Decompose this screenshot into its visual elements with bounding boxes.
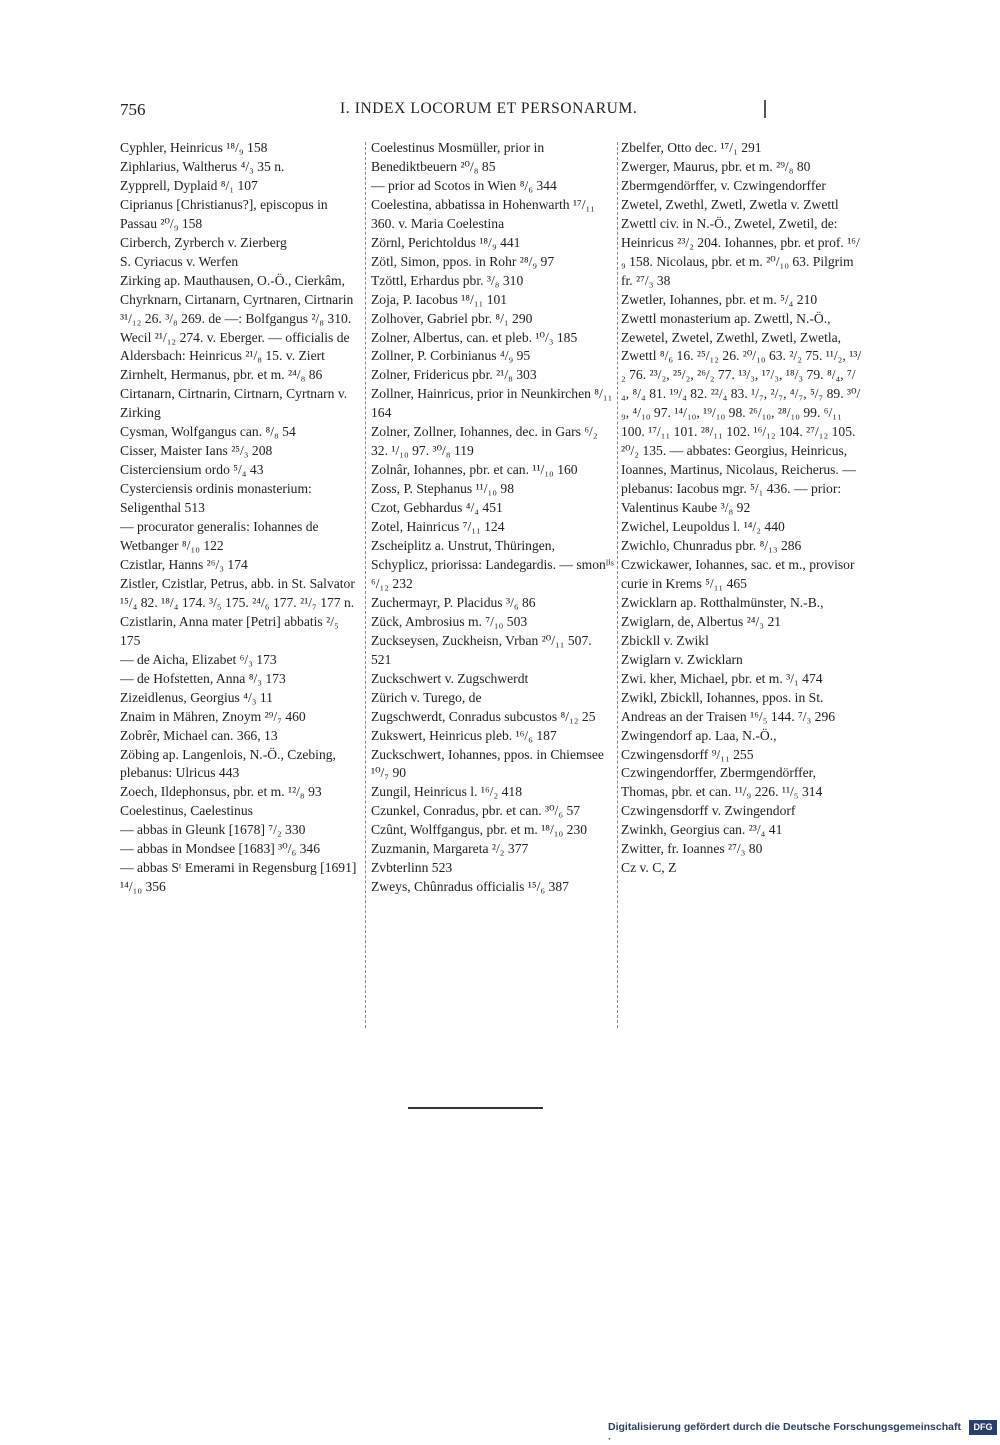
index-entry: Cyphler, Heinricus ¹⁸/₉ 158: [120, 140, 268, 155]
index-entry: Ciprianus [Christianus?], episcopus in Passau ²⁰/₉ 158: [120, 196, 328, 231]
index-entry: Zbickll v. Zwikl: [621, 632, 709, 648]
header-tick-mark: [764, 100, 766, 118]
page-title: I. INDEX LOCORUM ET PERSONARUM.: [340, 100, 638, 117]
index-entry: Zwiglarn v. Zwicklarn: [621, 651, 743, 667]
index-entry: Zuckschwert, Iohannes, ppos. in Chiemsee ¹⁰/₇ 90: [371, 746, 604, 781]
index-entry: S. Cyriacus v. Werfen: [120, 253, 239, 269]
index-entry: Cisterciensium ordo ⁵/₄ 43: [120, 462, 264, 478]
index-entry: Zötl, Simon, ppos. in Rohr ²⁸/₉ 97: [371, 253, 555, 269]
index-entry: Zypprell, Dyplaid ⁸/₁ 107: [120, 177, 258, 193]
index-entry: Zwicklarn ap. Rotthalmünster, N.-B., Zwiglarn, de, Albertus ²⁴/₃ 21: [621, 594, 824, 629]
index-entry: Zwinkh, Georgius can. ²³/₄ 41: [621, 822, 783, 838]
index-entry: Zwi. kher, Michael, pbr. et m. ³/₁ 474: [621, 670, 823, 686]
column-divider-2: [617, 142, 618, 1028]
index-entry: Zobrêr, Michael can. 366, 13: [120, 727, 278, 743]
index-entry: Coelestinus, Caelestinus: [120, 803, 253, 819]
end-of-index-rule: [408, 1107, 543, 1109]
index-entry: Zwettl civ. in N.-Ö., Zwetel, Zwetil, de: Heinricus ²³/₂ 204. Iohannes, pbr. et prof. ¹⁶/₉ 158. Nicolaus, pbr. et m. ²⁰/₁₀ 63. Pilgrim fr. ²⁷/₃ 38: [621, 215, 860, 288]
index-entry: Zizeidlenus, Georgius ⁴/₃ 11: [120, 689, 273, 705]
index-entry: Zwetel, Zwethl, Zwetl, Zwetla v. Zwettl: [621, 196, 839, 212]
index-entry: Zuzmanin, Margareta ²/₂ 377: [371, 841, 529, 857]
index-entry: Zukswert, Heinricus pleb. ¹⁶/₆ 187: [371, 727, 557, 743]
index-entry: Cz v. C, Z: [621, 860, 677, 876]
index-entry: — abbas in Gleunk [1678] ⁷/₂ 330: [120, 822, 306, 838]
index-entry: — abbas Sᵗ Emerami in Regensburg [1691] ¹⁴/₁₀ 356: [120, 860, 357, 895]
index-entry: — procurator generalis: Iohannes de Wetbanger ⁸/₁₀ 122: [120, 519, 319, 554]
index-entry: Zoech, Ildephonsus, pbr. et m. ¹²/₈ 93: [120, 784, 322, 800]
index-entry: Zbermgendörffer, v. Czwingendorffer: [621, 177, 826, 193]
index-entry: Czwickawer, Iohannes, sac. et m., provisor curie in Krems ⁵/₁₁ 465: [621, 556, 855, 591]
index-entry: Zwingendorf ap. Laa, N.-Ö., Czwingensdorff ⁹/₁₁ 255: [621, 727, 777, 762]
index-entry: Zürich v. Turego, de: [371, 689, 482, 705]
index-entry: — abbas in Mondsee [1683] ³⁰/₆ 346: [120, 841, 321, 857]
index-entry: Zirnhelt, Hermanus, pbr. et m. ²⁴/₈ 86: [120, 367, 323, 383]
index-entry: Zwikl, Zbickll, Iohannes, ppos. in St. Andreas an der Traisen ¹⁶/₅ 144. ⁷/₃ 296: [621, 689, 836, 724]
index-entry: Zolner, Albertus, can. et pleb. ¹⁰/₃ 185: [371, 329, 578, 345]
index-entry: Zistler, Czistlar, Petrus, abb. in St. Salvator ¹⁵/₄ 82. ¹⁸/₄ 174. ³/₅ 175. ²⁴/₆ 177. ²¹/₇ 177 n.: [120, 575, 355, 610]
credit-text: Digitalisierung gefördert durch die Deutsche Forschungsgemeinschaft ·: [608, 1421, 961, 1445]
index-entry: Zuckseysen, Zuckheisn, Vrban ²⁰/₁₁ 507. 521: [371, 632, 592, 667]
index-entry: Czistlar, Hanns ²⁶/₃ 174: [120, 556, 248, 572]
index-entry: Czûnt, Wolffgangus, pbr. et m. ¹⁸/₁₀ 230: [371, 822, 588, 838]
index-entry: Zöbing ap. Langenlois, N.-Ö., Czebing, plebanus: Ulricus 443: [120, 746, 336, 781]
index-entry: — prior ad Scotos in Wien ⁸/₆ 344: [371, 177, 557, 193]
index-entry: — de Hofstetten, Anna ⁸/₃ 173: [120, 670, 286, 686]
dfg-logo: DFG: [969, 1420, 997, 1435]
index-entry: Zolner, Fridericus pbr. ²¹/₈ 303: [371, 367, 537, 383]
index-entry: Zoss, P. Stephanus ¹¹/₁₀ 98: [371, 481, 515, 497]
index-entry: Czunkel, Conradus, pbr. et can. ³⁰/₆ 57: [371, 803, 581, 819]
index-entry: Zotel, Hainricus ⁷/₁₁ 124: [371, 519, 505, 535]
index-entry: Ziphlarius, Waltherus ⁴/₃ 35 n.: [120, 158, 285, 174]
index-entry: — de Aicha, Elizabet ⁶/₃ 173: [120, 651, 277, 667]
digitization-credit: [608, 1418, 1000, 1445]
index-entry: Zück, Ambrosius m. ⁷/₁₀ 503: [371, 613, 528, 629]
index-entry: Zvbterlinn 523: [371, 860, 453, 876]
index-entry: Zollner, Hainricus, prior in Neunkirchen ⁸/₁₁ 164: [371, 386, 613, 421]
index-entry: Zwettl monasterium ap. Zwettl, N.-Ö., Zewetel, Zwetel, Zwethl, Zwetl, Zwetla, Zwettl ⁸/₆ 16. ²⁵/₁₂ 26. ²⁰/₁₀ 63. ²/₂ 75. ¹¹/₂, ¹³/₂ 76. ²³/₂, ²⁵/₂, ²⁶/₂ 77. ¹³/₃, ¹⁷/₃, ¹⁸/₃ 79. ⁸/₄, ⁷/₄, ⁸/₄ 81. ¹⁹/₄ 82. ²²/₄ 83. ¹/₇, ²/₇, ⁴/₇, ⁵/₇ 89. ³⁰/₉, ⁴/₁₀ 97. ¹⁴/₁₀, ¹⁹/₁₀ 98. ²⁶/₁₀, ²⁸/₁₀ 99. ⁶/₁₁ 100. ¹⁷/₁₁ 101. ²⁸/₁₁ 102. ¹⁶/₁₂ 104. ²⁷/₁₂ 105. ²⁰/₂ 135. — abbates: Georgius, Heinricus, Ioannes, Martinus, Nicolaus, Reicherus. — plebanus: Iacobus mgr. ⁵/₁ 436. — prior: Valentinus Kaube ³/₈ 92: [621, 310, 862, 516]
index-entry: Zwerger, Maurus, pbr. et m. ²⁹/₈ 80: [621, 158, 811, 174]
index-entry: Zwichel, Leupoldus l. ¹⁴/₂ 440: [621, 519, 785, 535]
index-entry: Cysman, Wolfgangus can. ⁸/₈ 54: [120, 424, 296, 440]
index-entry: Zungil, Heinricus l. ¹⁶/₂ 418: [371, 784, 522, 800]
index-column-middle: [371, 139, 614, 897]
index-entry: Zwetler, Iohannes, pbr. et m. ⁵/₄ 210: [621, 291, 818, 307]
index-entry: Cisser, Maister Ians ²⁵/₃ 208: [120, 443, 273, 459]
index-entry: Zuckschwert v. Zugschwerdt: [371, 670, 529, 686]
index-entry: Zollner, P. Corbinianus ⁴/₉ 95: [371, 348, 531, 364]
index-entry: Zweys, Chûnradus officialis ¹⁵/₆ 387: [371, 879, 569, 895]
index-entry: Znaim in Mähren, Znoym ²⁹/₇ 460: [120, 708, 306, 724]
index-entry: Zolhover, Gabriel pbr. ⁸/₁ 290: [371, 310, 533, 326]
index-entry: Cirtanarn, Cirtnarin, Cirtnarn, Cyrtnarn v. Zirking: [120, 386, 348, 421]
index-entry: Czistlarin, Anna mater [Petri] abbatis ²/₅ 175: [120, 613, 339, 648]
index-entry: Czot, Gebhardus ⁴/₄ 451: [371, 500, 503, 516]
index-column-right: [621, 139, 863, 878]
index-entry: Zscheiplitz a. Unstrut, Thüringen, Schyplicz, priorissa: Landegardis. — smonˡⁱˢ ⁶/₁₂ 232: [371, 538, 614, 591]
index-entry: Cysterciensis ordinis monasterium: Seligenthal 513: [120, 481, 312, 516]
index-entry: Czwingensdorff v. Zwingendorf: [621, 803, 796, 819]
index-entry: Zirking ap. Mauthausen, O.-Ö., Cierkâm, Chyrknarn, Cirtanarn, Cyrtnaren, Cirtnarin ³¹/₁₂ 26. ³/₈ 269. de —: Bolfgangus ²/₈ 310. Wecil ²¹/₁₂ 274. v. Eberger. — officialis de Aldersbach: Heinricus ²¹/₈ 15. v. Ziert: [120, 272, 354, 364]
index-entry: Zörnl, Perichtoldus ¹⁸/₉ 441: [371, 234, 521, 250]
index-entry: Coelestina, abbatissa in Hohenwarth ¹⁷/₁₁ 360. v. Maria Coelestina: [371, 196, 596, 231]
index-entry: Czwingendorffer, Zbermgendörffer, Thomas, pbr. et can. ¹¹/₉ 226. ¹¹/₅ 314: [621, 765, 823, 800]
index-entry: Tzöttl, Erhardus pbr. ³/₈ 310: [371, 272, 524, 288]
index-entry: Coelestinus Mosmüller, prior in Benediktbeuern ²⁰/₈ 85: [371, 140, 545, 174]
index-entry: Zugschwerdt, Conradus subcustos ⁸/₁₂ 25: [371, 708, 596, 724]
index-column-left: [120, 139, 360, 897]
index-entry: Zwitter, fr. Ioannes ²⁷/₃ 80: [621, 841, 763, 857]
index-entry: Cirberch, Zyrberch v. Zierberg: [120, 234, 287, 250]
index-entry: Zolner, Zollner, Iohannes, dec. in Gars ⁶/₂ 32. ¹/₁₀ 97. ³⁰/₈ 119: [371, 424, 598, 459]
index-entry: Zoja, P. Iacobus ¹⁸/₁₁ 101: [371, 291, 508, 307]
page-number: 756: [120, 100, 146, 119]
index-entry: Zuchermayr, P. Placidus ³/₆ 86: [371, 594, 536, 610]
index-entry: Zbelfer, Otto dec. ¹⁷/₁ 291: [621, 140, 762, 155]
index-entry: Zolnâr, Iohannes, pbr. et can. ¹¹/₁₀ 160: [371, 462, 578, 478]
index-entry: Zwichlo, Chunradus pbr. ⁸/₁₃ 286: [621, 538, 802, 554]
column-divider-1: [365, 142, 366, 1028]
